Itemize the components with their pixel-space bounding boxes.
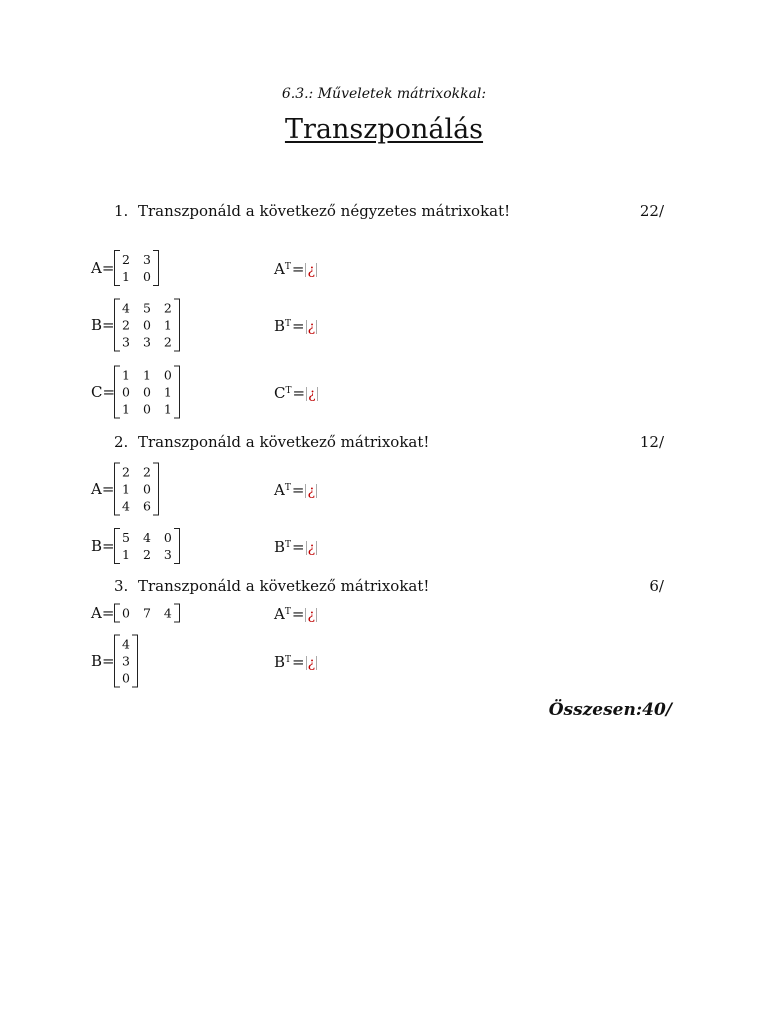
matrix-cell: 4 [122, 636, 130, 652]
matrix-cells [120, 250, 153, 286]
matrix-cell: 1 [122, 481, 130, 497]
answer-field[interactable]: ¿ [307, 483, 315, 499]
task-number: 2. [114, 433, 129, 451]
matrix-cells [120, 528, 174, 564]
matrix-a [114, 604, 180, 623]
matrix-a [114, 250, 159, 286]
matrix-label: C= [91, 383, 116, 401]
matrix-cell: 0 [163, 530, 172, 545]
matrix-cells [120, 635, 132, 688]
task-text: Transzponáld a következő négyzetes mátrixokat! [138, 202, 511, 220]
answer-field[interactable]: ¿ [307, 655, 316, 671]
matrix-cell: 1 [122, 367, 130, 383]
matrix-cell: 2 [122, 464, 130, 480]
bracket-right [174, 366, 180, 419]
transpose-answer: $B^T=$ ¿ [274, 653, 316, 671]
task-number: 1. [114, 202, 129, 220]
matrix-cell: 5 [122, 530, 130, 545]
matrix-cell: 0 [142, 481, 151, 497]
matrix-cell: 3 [122, 334, 130, 350]
task-1-heading [114, 201, 664, 221]
answer-field[interactable]: ¿ [308, 386, 316, 402]
matrix-label: B= [91, 652, 115, 670]
transpose-answer: $A^T=$ ¿ [274, 260, 315, 278]
matrix-b [114, 299, 180, 352]
task-text: Transzponáld a következő mátrixokat! [138, 577, 430, 595]
matrix-cell: 0 [122, 384, 130, 400]
answer-field[interactable]: ¿ [307, 262, 315, 278]
matrix-cell: 3 [122, 653, 130, 669]
matrix-cell: 2 [122, 317, 130, 333]
task-points: 12/ [639, 433, 664, 451]
matrix-label: B= [91, 537, 115, 555]
matrix-cell: 3 [142, 252, 151, 267]
matrix-cell: 0 [142, 317, 151, 333]
matrix-b [114, 528, 180, 564]
bracket-right [174, 528, 180, 564]
matrix-cell: 4 [122, 300, 130, 316]
total-score: Összesen:40/ [548, 700, 672, 720]
matrix-cell: 5 [142, 300, 151, 316]
task-number: 3. [114, 577, 129, 595]
matrix-cell: 0 [142, 384, 151, 400]
task-points: 6/ [649, 577, 664, 595]
transpose-answer: $B^T=$ ¿ [274, 538, 316, 556]
matrix-cells [120, 604, 174, 623]
matrix-cell: 6 [142, 498, 151, 514]
task-points: 22/ [639, 202, 664, 220]
bracket-right [174, 604, 180, 623]
matrix-cell: 2 [142, 464, 151, 480]
matrix-cell: 2 [122, 252, 130, 267]
matrix-label: A= [91, 480, 115, 498]
matrix-cell: 1 [122, 547, 130, 562]
bracket-right [153, 250, 159, 286]
matrix-label: B= [91, 316, 115, 334]
task-3-heading [114, 576, 664, 596]
matrix-label: A= [91, 604, 115, 622]
transpose-answer: $A^T=$ ¿ [274, 605, 315, 623]
bracket-right [153, 463, 159, 516]
answer-field[interactable]: ¿ [307, 540, 316, 556]
matrix-cell: 4 [122, 498, 130, 514]
matrix-cell: 1 [142, 367, 151, 383]
matrix-cell: 1 [122, 269, 130, 284]
matrix-a [114, 463, 159, 516]
matrix-cells [120, 299, 174, 352]
matrix-cell: 0 [142, 269, 151, 284]
matrix-cell: 0 [163, 367, 172, 383]
transpose-answer: $C^T=$ ¿ [274, 384, 316, 402]
matrix-cell: 1 [163, 401, 172, 417]
matrix-b [114, 635, 138, 688]
matrix-cell: 1 [122, 401, 130, 417]
task-2-heading [114, 432, 664, 452]
answer-field[interactable]: ¿ [307, 319, 316, 335]
matrix-cell: 0 [142, 401, 151, 417]
matrix-cell: 0 [122, 670, 130, 686]
matrix-cell: 2 [163, 300, 172, 316]
matrix-cell: 0 [122, 605, 130, 621]
page-title-text: Transzponálás [284, 114, 484, 145]
transpose-answer: $A^T=$ ¿ [274, 481, 315, 499]
matrix-c [114, 366, 180, 419]
matrix-cell: 4 [163, 605, 172, 621]
matrix-cell: 1 [163, 317, 172, 333]
bracket-right [174, 299, 180, 352]
answer-field[interactable]: ¿ [307, 607, 315, 623]
matrix-cell: 3 [163, 547, 172, 562]
matrix-cells [120, 463, 153, 516]
matrix-cell: 7 [142, 605, 151, 621]
matrix-cell: 2 [163, 334, 172, 350]
matrix-cell: 4 [142, 530, 151, 545]
bracket-right [132, 635, 138, 688]
matrix-label: A= [91, 259, 115, 277]
matrix-cell: 2 [142, 547, 151, 562]
matrix-cell: 1 [163, 384, 172, 400]
matrix-cell: 3 [142, 334, 151, 350]
task-text: Transzponáld a következő mátrixokat! [138, 433, 430, 451]
section-subtitle: 6.3.: Műveletek mátrixokkal: [281, 86, 487, 102]
matrix-cells [120, 366, 174, 419]
transpose-answer: $B^T=$ ¿ [274, 317, 316, 335]
page-title [0, 114, 768, 146]
